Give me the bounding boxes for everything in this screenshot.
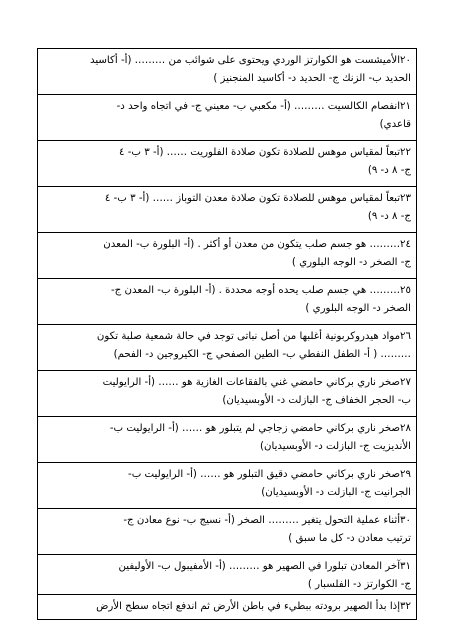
question-line: ٢٣تبعاً لمقياس موهس للصلادة تكون صلادة معدن التوباز …… (أ- ٣ ب- ٤	[104, 193, 411, 204]
question-line: ج- الكوارتز د- الفلسبار )	[307, 579, 411, 590]
question-20	[38, 49, 416, 95]
question-line: ب- الحجر الخفاف ج- البازلت د- الأوبسيديان)	[222, 395, 411, 406]
question-26	[38, 325, 416, 371]
question-27	[38, 371, 416, 417]
question-line: الجرانيت ج- البازلت د- الأوبسيديان)	[261, 487, 411, 498]
question-25	[38, 279, 416, 325]
question-21	[38, 95, 416, 141]
question-line: ج- ٨ د- ٩)	[367, 165, 411, 176]
question-line: قاعدي)	[379, 119, 411, 130]
question-31	[38, 555, 416, 595]
question-line: ٢٧صخر ناري بركاني حامضي غني بالفقاعات الغازية هو …… (أ- الرايوليت	[102, 377, 411, 388]
question-line: ٢٥……… هي جسم صلب يحده أوجه محددة . (أ- البلورة ب- المعدن ج-	[111, 285, 411, 296]
question-23	[38, 187, 416, 233]
question-line: ……… ( أ- الطفل النفطي ب- الطين الصفحي ج- الكيروجين د- الفحم)	[113, 349, 411, 360]
question-line: ٣١آخر المعادن تبلورا في الصهير هو ……… (أ- الأمفيبول ب- الأوليفين	[118, 561, 411, 572]
question-24	[38, 233, 416, 279]
question-line: ج- الصخر د- الوجه البلوري )	[291, 257, 411, 268]
question-line: ج- ٨ د- ٩)	[367, 211, 411, 222]
question-29	[38, 463, 416, 509]
questions-table	[37, 48, 417, 620]
question-line: الصخر د- الوجه البلوري )	[305, 303, 411, 314]
question-line: ٣٠أثناء عملية التحول يتغير ……… الصخر (أ- نسيج ب- نوع معادن ج-	[123, 515, 411, 526]
question-line: ٣٢إذا بدأ الصهير برودته ببطيء في باطن الأرض ثم اندفع اتجاه سطح الأرض	[96, 601, 411, 612]
question-line: ٢٩صخر ناري بركاني حامضي دقيق التبلور هو …… (أ- الرايوليت ب-	[128, 469, 411, 480]
question-line: الحديد ب- الزنك ج- الحديد د- أكاسيد المنجنيز )	[213, 73, 411, 84]
question-line: ٢٢تبعاً لمقياس موهس للصلادة تكون صلادة الفلوريت …… (أ- ٣ ب- ٤	[119, 147, 411, 158]
question-line: ٢١انفصام الكالسيت ……… (أ- مكعبي ب- معيني ج- في اتجاه واحد د-	[116, 101, 411, 112]
question-line: الأنديزيت ج- البازلت د- الأوبسيديان)	[260, 441, 411, 452]
question-30	[38, 509, 416, 555]
question-line: ٢٠الأميشست هو الكوارتز الوردي ويحتوى على شوائب من ……… (أ- أكاسيد	[89, 55, 411, 66]
question-22	[38, 141, 416, 187]
question-line: ترتيب معادن د- كل ما سبق )	[288, 533, 411, 544]
question-32	[38, 595, 416, 619]
question-line: ٢٤……… هو جسم صلب يتكون من معدن أو أكثر . (أ- البلورة ب- المعدن	[103, 239, 411, 250]
question-line: ٢٦مواد هيدروكربونية أغلبها من أصل نباتى توجد في حالة شمعية صلبة تكون	[96, 331, 411, 342]
question-28	[38, 417, 416, 463]
question-line: ٢٨صخر ناري بركاني حامضي زجاجي لم يتبلور هو …… (أ- الرايوليت ب-	[109, 423, 411, 434]
